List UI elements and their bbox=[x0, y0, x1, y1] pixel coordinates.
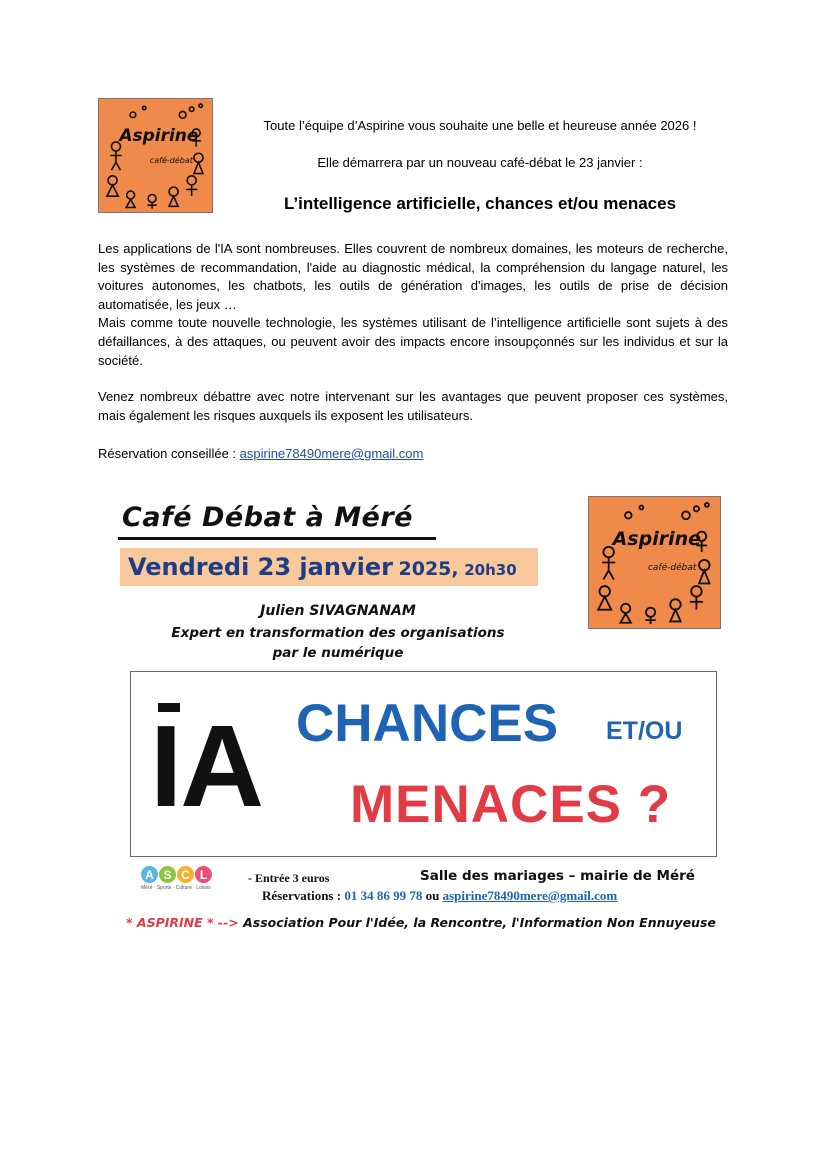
ascl-letter: S bbox=[159, 866, 176, 883]
aspirine-logo-poster bbox=[588, 496, 721, 629]
menaces-heading: MENACES ? bbox=[350, 775, 672, 834]
ia-heading: IA bbox=[150, 701, 262, 831]
paragraph-applications: Les applications de l'IA sont nombreuses. Elles couvrent de nombreux domaines, les moteurs de recherche, les systèmes de recommandation, l'aide au diagnostic médical, la compréhension du langage naturel, les voitures autonomes, les chatbots, les outils de génération d'images, les outils de prise de décision automatisée, les jeux … bbox=[98, 241, 728, 312]
paragraph-risks: Mais comme toute nouvelle technologie, les systèmes utilisant de l’intelligence artificielle sont sujets à des défaillances, à des attaques, ou peuvent avoir des impacts encore insoupçonnés sur les individus et sur la société. bbox=[98, 315, 728, 368]
poster-phone: 01 34 86 99 78 bbox=[344, 888, 423, 903]
poster-title-underline bbox=[118, 537, 436, 540]
poster-reservation-label: Réservations : bbox=[262, 888, 342, 903]
aspirine-logo bbox=[98, 98, 213, 213]
ascl-logo bbox=[141, 866, 212, 891]
poster-date-year: 2025, bbox=[398, 558, 459, 580]
poster-date-main: Vendredi 23 janvier bbox=[128, 553, 393, 581]
logo-name: Aspirine bbox=[612, 528, 702, 551]
ascl-tagline: Méré · Sports · Culture · Loisirs bbox=[141, 885, 211, 891]
reservation-line bbox=[98, 446, 423, 461]
poster-title: Café Débat à Méré bbox=[122, 502, 413, 533]
logo-subtitle: café-débat bbox=[149, 155, 193, 165]
ascl-letter: A bbox=[141, 866, 158, 883]
announce-text: Elle démarrera par un nouveau café-débat le 23 janvier : bbox=[317, 155, 643, 170]
reservation-email-link[interactable]: aspirine78490mere@gmail.com bbox=[239, 446, 424, 461]
logo-name: Aspirine bbox=[119, 126, 199, 147]
body-paragraph-1 bbox=[98, 240, 728, 370]
speaker-role-line-2: par le numérique bbox=[272, 645, 404, 661]
footer-prefix: * ASPIRINE * --> bbox=[126, 915, 239, 930]
association-footer bbox=[126, 915, 716, 930]
reservation-label: Réservation conseillée : bbox=[98, 446, 240, 461]
poster-reservation bbox=[262, 888, 617, 904]
footer-text: Association Pour l'Idée, la Rencontre, l'Information Non Ennuyeuse bbox=[243, 915, 716, 930]
ascl-letter: L bbox=[195, 866, 212, 883]
chances-heading: CHANCES bbox=[296, 694, 559, 753]
speaker-name: Julien SIVAGNANAM bbox=[260, 603, 416, 619]
logo-subtitle: café-débat bbox=[647, 562, 697, 573]
poster-email[interactable]: aspirine78490mere@gmail.com bbox=[442, 888, 618, 903]
ascl-letters bbox=[141, 866, 212, 883]
speaker-role-line-1: Expert en transformation des organisations bbox=[171, 625, 505, 641]
greeting-text: Toute l’équipe d’Aspirine vous souhaite une belle et heureuse année 2026 ! bbox=[263, 118, 697, 133]
ascl-letter: C bbox=[177, 866, 194, 883]
poster-date-time: 20h30 bbox=[464, 561, 517, 579]
poster-or: ou bbox=[425, 888, 440, 903]
poster-date bbox=[128, 553, 517, 581]
body-paragraph-2: Venez nombreux débattre avec notre intervenant sur les avantages que peuvent proposer ces systèmes, mais également les risques auxquels ils exposent les utilisateurs. bbox=[98, 389, 728, 423]
entry-price: - Entrée 3 euros bbox=[248, 871, 330, 885]
venue: Salle des mariages – mairie de Méré bbox=[420, 868, 695, 884]
etou-heading: ET/OU bbox=[606, 717, 683, 745]
page-title: L’intelligence artificielle, chances et/ou menaces bbox=[283, 194, 677, 213]
